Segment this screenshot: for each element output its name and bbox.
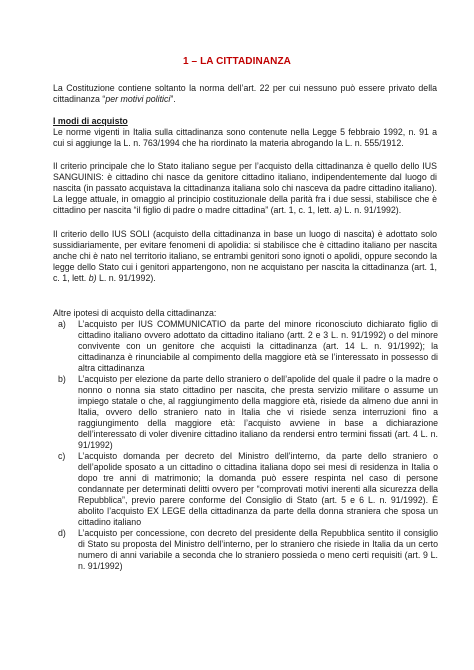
list-marker: c)	[58, 451, 66, 461]
list-item-text: L’acquisto per IUS COMMUNICATIO da parte del minore riconosciuto dichiarato figlio di cittadino italiano ovvero adottato da cittadino italiano (artt. 2 e 3 L. n. 91/1992) o del minore convivente con un genitore che acquisti la cittadinanza (art. 14 L. n. 91/1992); la cittadinanza è rinunciabile al compimento della maggiore età se l’interessato in possesso di altra cittadinanza	[78, 319, 438, 373]
intro-italic: per motivi politici	[105, 94, 171, 104]
document-title: 1 – LA CITTADINANZA	[182, 56, 291, 67]
list-marker: a)	[58, 319, 66, 329]
ius-sanguinis-italic: a)	[334, 205, 342, 215]
list-marker: b)	[58, 374, 66, 384]
ius-soli-text-end: L. n. 91/1992).	[96, 273, 156, 283]
list-intro: Altre ipotesi di acquisto della cittadinanza:	[53, 308, 217, 318]
list-item	[58, 451, 438, 528]
list-marker: d)	[58, 528, 66, 538]
intro-text: La Costituzione contiene soltanto la norma dell’art. 22 per cui nessuno può essere privato della cittadinanza “	[53, 83, 437, 104]
paragraph-legge: Le norme vigenti in Italia sulla cittadinanza sono contenute nella Legge 5 febbraio 1992, n. 91 a cui si aggiunge la L. n. 763/1994 che ha riordinato la materia abrogando la L. n. 555/1912.	[53, 127, 437, 148]
list-item	[58, 374, 438, 451]
ius-soli-italic: b)	[88, 273, 97, 283]
paragraph-ius-soli	[53, 229, 437, 284]
list-item-text: L’acquisto per elezione da parte dello straniero o dell’apolide del quale il padre o la madre o nonno o nonna sia stato cittadino per nascita, che presta servizio militare o assume un impiego statale o che, al raggiungimento della maggiore età, risiede da almeno due anni in Italia, ovvero dello straniero nato in Italia che vi risiede senza interruzioni fino a raggiungimento della maggiore età: l’acquisto avviene in base a dichiarazione dell’interessato di voler divenire cittadino italiano da rendersi entro termini fissati (art. 4 L. n. 91/1992)	[78, 374, 438, 450]
intro-text-end: ”.	[170, 94, 176, 104]
list-item	[58, 319, 438, 374]
section-heading: I modi di acquisto	[53, 116, 128, 126]
list-item	[58, 528, 438, 572]
ius-sanguinis-text: Il criterio principale che lo Stato italiano segue per l’acquisto della cittadinanza è quello dello IUS SANGUINIS: è cittadino chi nasce da genitore cittadino italiano, indipendentemente dal luogo di nascita (in passato acquistava la cittadinanza italiana solo chi nasceva da padre cittadino italiano). La legge attuale, in omaggio al principio costituzionale della parità fra i due sessi, stabilisce che è cittadino per nascita “il figlio di padre o madre cittadina” (art. 1, c. 1, lett.	[53, 161, 437, 215]
list-item-text: L’acquisto domanda per decreto del Ministro dell’interno, da parte dello straniero o dell’apolide sposato a un cittadino o cittadina italiana dopo sei mesi di residenza in Italia o dopo tre anni di matrimonio; la domanda può essere respinta nel caso di persone condannate per determinati delitti ovvero per “comprovati motivi inerenti alla sicurezza della Repubblica”, previo parere conforme del Consiglio di Stato (art. 5 e 6 L. n. 91/1992). È abolito l’acquisto EX LEGE della cittadinanza da parte della donna straniera che sposa un cittadino italiano	[78, 451, 438, 527]
intro-paragraph	[53, 83, 437, 105]
ius-soli-text: Il criterio dello IUS SOLI (acquisto della cittadinanza in base un luogo di nascita) è adottato solo sussidiariamente, per evitare fenomeni di apolidia: si stabilisce che è cittadino italiano per nascita anche chi è nato nel territorio italiano, se entrambi genitori sono ignoti o apolidi, oppure secondo la legge dello Stato cui i genitori appartengono, non ne acquistano per nascita la cittadinanza (art. 1, c. 1, lett.	[53, 229, 437, 283]
acquisition-list	[58, 319, 438, 572]
list-item-text: L’acquisto per concessione, con decreto del presidente della Repubblica sentito il consiglio di Stato su proposta del Ministro dell’interno, per lo straniero che risiede in Italia da un certo numero di anni variabile a seconda che lo straniero possieda o meno certi requisiti (art. 9 L. n. 91/1992)	[78, 528, 438, 571]
paragraph-ius-sanguinis	[53, 161, 437, 216]
ius-sanguinis-text-end: L. n. 91/1992).	[341, 205, 402, 215]
